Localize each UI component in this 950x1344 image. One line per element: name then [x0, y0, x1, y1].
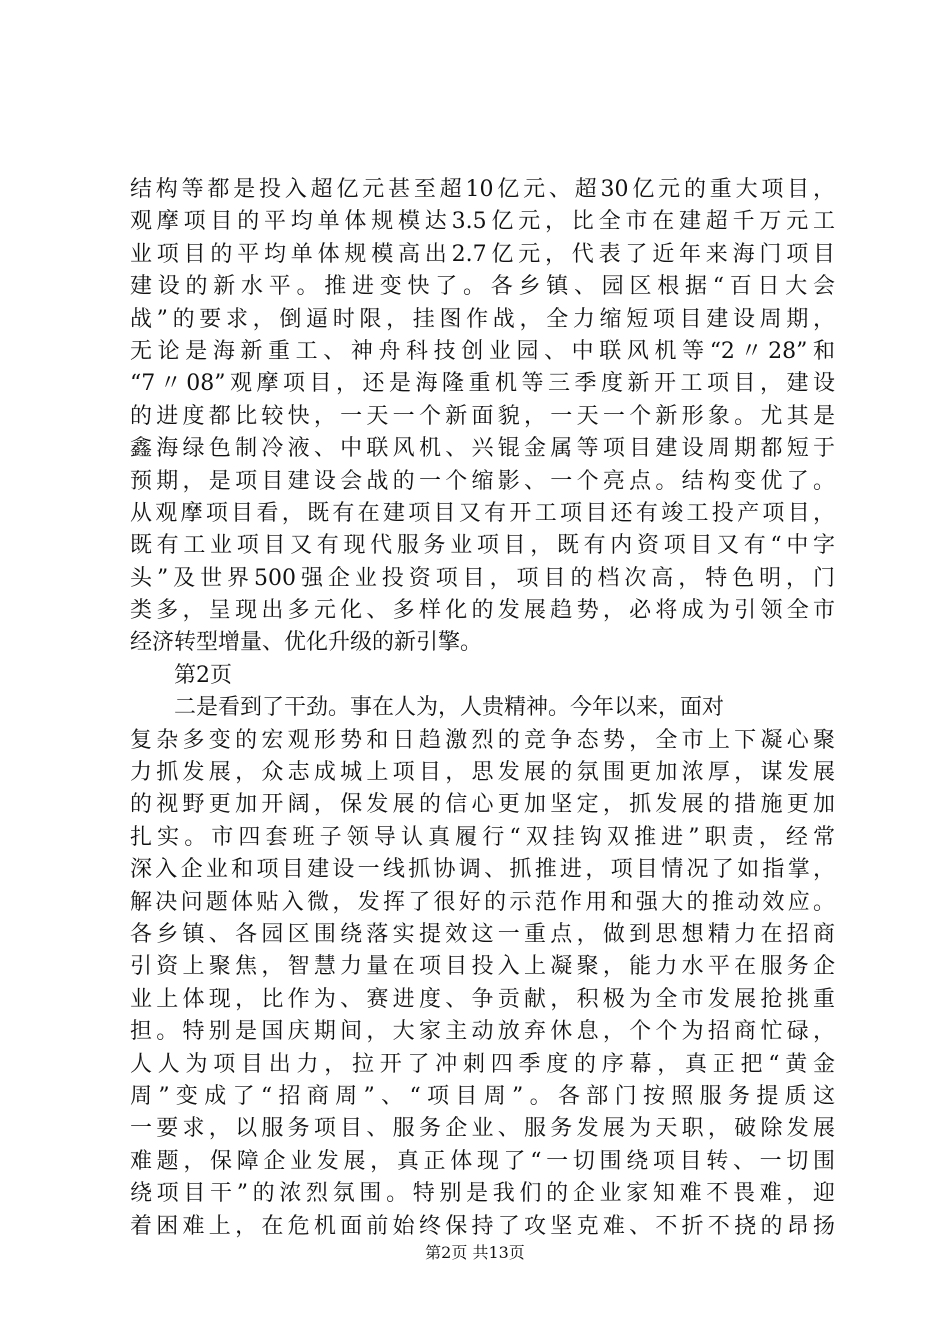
page-footer: 第2页 共13页: [425, 1243, 525, 1262]
text-line: 一要求，以服务项目、服务企业、服务发展为天职，破除发展: [130, 1116, 835, 1142]
text-line: 建设的新水平。推进变快了。各乡镇、园区根据“百日大会: [130, 274, 835, 300]
text-line: 二是看到了干劲。事在人为，人贵精神。今年以来，面对: [174, 695, 725, 721]
text-line: 着困难上，在危机面前始终保持了攻坚克难、不折不挠的昂扬: [130, 1213, 835, 1239]
document-body: [130, 174, 835, 1243]
text-line: 经济转型增量、优化升级的新引擎。: [130, 630, 483, 656]
text-line: 无论是海新重工、神舟科技创业园、中联风机等“2〃28”和: [130, 338, 835, 364]
text-line: 结构等都是投入超亿元甚至超10亿元、超30亿元的重大项目，: [130, 177, 835, 202]
text-line: 周”变成了“招商周”、“项目周”。各部门按照服务提质这: [130, 1083, 835, 1109]
text-line: 鑫海绿色制冷液、中联风机、兴锟金属等项目建设周期都短于: [130, 436, 835, 462]
text-line: 头”及世界500强企业投资项目，项目的档次高，特色明，门: [130, 565, 835, 591]
text-line: 解决问题体贴入微，发挥了很好的示范作用和强大的推动效应。: [130, 889, 835, 915]
text-line: 类多，呈现出多元化、多样化的发展趋势，必将成为引领全市: [130, 598, 835, 624]
page-marker: 第2页: [174, 662, 232, 688]
text-line: 各乡镇、各园区围绕落实提效这一重点，做到思想精力在招商: [130, 921, 835, 947]
text-line: 观摩项目的平均单体规模达3.5亿元，比全市在建超千万元工: [130, 209, 835, 235]
text-line: 预期，是项目建设会战的一个缩影、一个亮点。结构变优了。: [130, 468, 835, 494]
text-line: 深入企业和项目建设一线抓协调、抓推进，项目情况了如指掌，: [130, 857, 835, 883]
text-line: 绕项目干”的浓烈氛围。特别是我们的企业家知难不畏难，迎: [130, 1181, 835, 1207]
text-line: 难题，保障企业发展，真正体现了“一切围绕项目转、一切围: [130, 1148, 835, 1174]
text-line: 复杂多变的宏观形势和日趋激烈的竞争态势，全市上下凝心聚: [130, 727, 835, 753]
text-line: 战”的要求，倒逼时限，挂图作战，全力缩短项目建设周期，: [130, 306, 835, 332]
text-line: 引资上聚焦，智慧力量在项目投入上凝聚，能力水平在服务企: [130, 954, 835, 980]
text-line: 力抓发展，众志成城上项目，思发展的氛围更加浓厚，谋发展: [130, 760, 835, 786]
text-line: 的视野更加开阔，保发展的信心更加坚定，抓发展的措施更加: [130, 792, 835, 818]
text-line: 人人为项目出力，拉开了冲刺四季度的序幕，真正把“黄金: [130, 1051, 835, 1077]
text-line: 业上体现，比作为、赛进度、争贡献，积极为全市发展抢挑重: [130, 986, 835, 1012]
text-line: “7〃08”观摩项目，还是海隆重机等三季度新开工项目，建设: [130, 371, 835, 397]
text-line: 扎实。市四套班子领导认真履行“双挂钩双推进”职责，经常: [130, 824, 835, 850]
text-line: 的进度都比较快，一天一个新面貌，一天一个新形象。尤其是: [130, 403, 835, 429]
text-line: 业项目的平均单体规模高出2.7亿元，代表了近年来海门项目: [130, 241, 835, 267]
text-line: 既有工业项目又有现代服务业项目，既有内资项目又有“中字: [130, 533, 835, 559]
paragraph-1: [130, 174, 835, 660]
text-line: 担。特别是国庆期间，大家主动放弃休息，个个为招商忙碌，: [130, 1019, 835, 1045]
paragraph-2: [130, 692, 835, 1243]
text-line: 从观摩项目看，既有在建项目又有开工项目还有竣工投产项目，: [130, 500, 835, 526]
